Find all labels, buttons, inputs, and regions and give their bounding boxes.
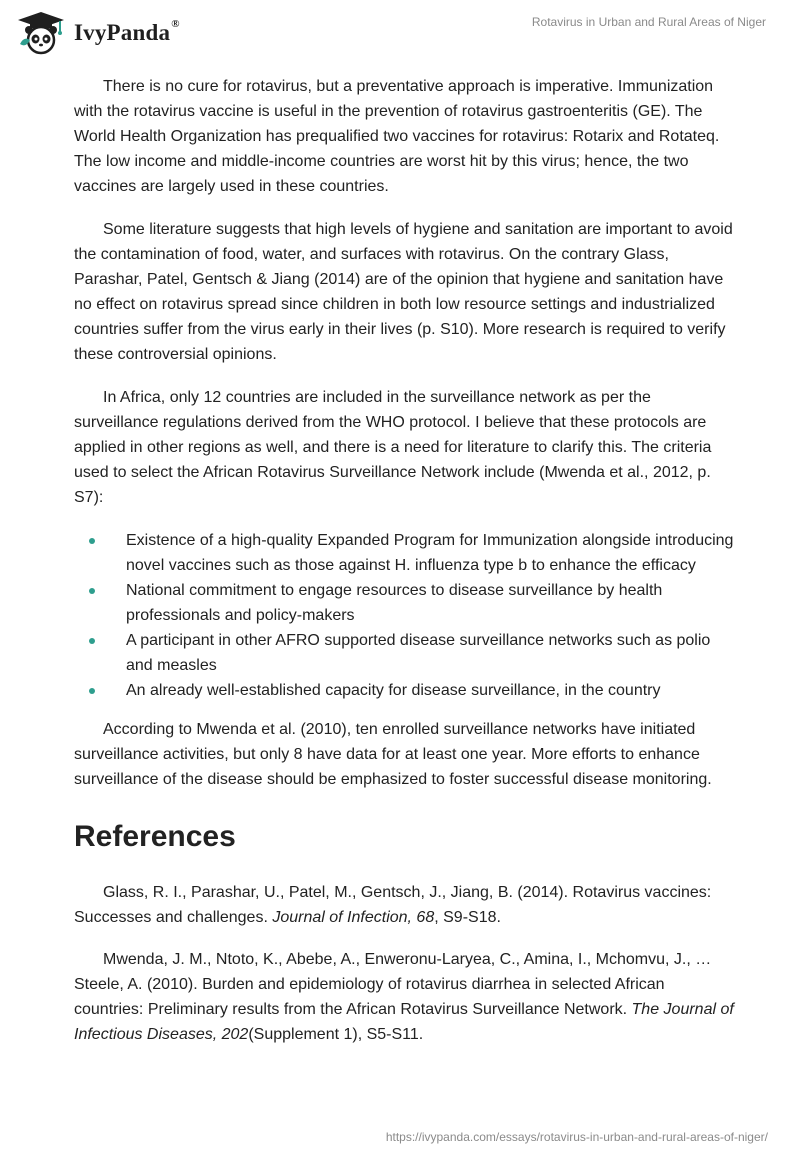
references-heading: References — [74, 820, 236, 853]
list-item: An already well-established capacity for disease surveillance, in the country — [74, 678, 734, 703]
page-header — [0, 0, 800, 60]
reference-item: Glass, R. I., Parashar, U., Patel, M., Gentsch, J., Jiang, B. (2014). Rotavirus vaccines: Successes and challenges. Journal of Infection, 68, S9-S18. — [74, 884, 712, 926]
list-item: National commitment to engage resources to disease surveillance by health professionals and policy-makers — [74, 578, 734, 628]
panda-logo-icon — [14, 10, 68, 56]
paragraph: In Africa, only 12 countries are included in the surveillance network as per the surveillance regulations derived from the WHO protocol. I believe that these protocols are applied in other regions as well, and there is a need for literature to clarify this. The criteria used to select the African Rotavirus Surveillance Network include (Mwenda et al., 2012, p. S7): — [74, 389, 712, 506]
brand-logo[interactable] — [14, 10, 180, 56]
list-item: Existence of a high-quality Expanded Program for Immunization alongside introducing novel vaccines such as those against H. influenza type b to enhance the efficacy — [74, 528, 734, 578]
paragraph: Some literature suggests that high levels of hygiene and sanitation are important to avoid the contamination of food, water, and surfaces with rotavirus. On the contrary Glass, Parashar, Patel, Gentsch & Jiang (2014) are of the opinion that hygiene and sanitation have no effect on rotavirus spread since children in both low resource settings and industrialized countries suffer from the virus early in their lives (p. S10). More research is required to verify these controversial opinions. — [74, 221, 733, 363]
paragraph: According to Mwenda et al. (2010), ten enrolled surveillance networks have initiated surveillance activities, but only 8 have data for at least one year. More efforts to enhance surveillance of the disease should be emphasized to foster successful disease monitoring. — [74, 721, 712, 788]
source-url[interactable]: https://ivypanda.com/essays/rotavirus-in-urban-and-rural-areas-of-niger/ — [385, 1130, 768, 1144]
bullet-icon — [89, 538, 95, 544]
article-body — [74, 74, 734, 1064]
list-item: A participant in other AFRO supported disease surveillance networks such as polio and measles — [74, 628, 734, 678]
brand-name: IvyPanda® — [74, 18, 180, 45]
paragraph: There is no cure for rotavirus, but a preventative approach is imperative. Immunization with the rotavirus vaccine is useful in the prevention of rotavirus gastroenteritis (GE). The World Health Organization has prequalified two vaccines for rotavirus: Rotarix and Rotateq. The low income and middle-income countries are worst hit by this virus; hence, the two vaccines are largely used in these countries. — [74, 78, 720, 195]
criteria-list — [74, 528, 734, 703]
running-title: Rotavirus in Urban and Rural Areas of Niger — [531, 15, 766, 29]
bullet-icon — [89, 588, 95, 594]
reference-item: Mwenda, J. M., Ntoto, K., Abebe, A., Enweronu-Laryea, C., Amina, I., Mchomvu, J., … Steele, A. (2010). Burden and epidemiology of rotavirus diarrhea in selected African countries: Preliminary results from the African Rotavirus Surveillance Network. The Journal of Infectious Diseases, 202(Supplement 1), S5-S11. — [74, 951, 734, 1043]
bullet-icon — [89, 638, 95, 644]
bullet-icon — [89, 688, 95, 694]
